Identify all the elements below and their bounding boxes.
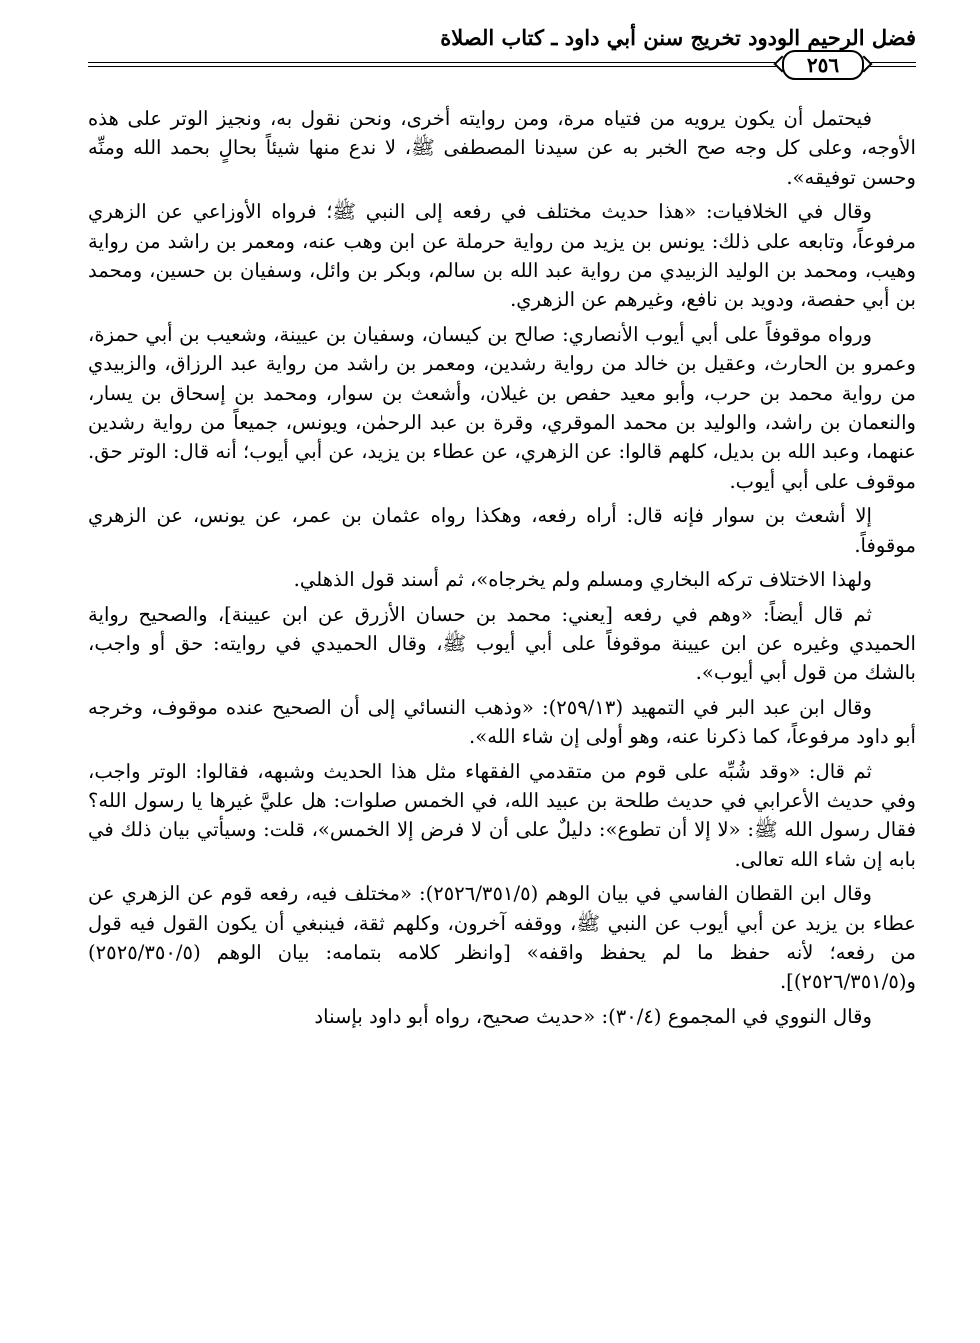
paragraph: ولهذا الاختلاف تركه البخاري ومسلم ولم يخرجاه»، ثم أسند قول الذهلي. <box>293 568 872 592</box>
paragraph: فيحتمل أن يكون يرويه من فتياه مرة، ومن روايته أخرى، ونحن نقول به، ونجيز الوتر على هذه الأوجه، وعلى كل وجه صح الخبر به عن سيدنا المصطفى ﷺ، لا ندع منها شيئاً بحالٍ بحمد الله ومنِّه وحسن توفيقه». <box>88 107 916 189</box>
paragraph: وقال ابن القطان الفاسي في بيان الوهم (٢٥٢٦/٣٥١/٥): «مختلف فيه، رفعه قوم عن الزهري عن عطاء بن يزيد عن أبي أيوب عن النبي ﷺ، ووقفه آخرون، وكلهم ثقة، فينبغي أن يكون القول فيه قول من رفعه؛ لأنه حفظ ما لم يحفظ واقفه» [وانظر كلامه بتمامه: بيان الوهم (٢٥٢٥/٣٥٠/٥) و(٢٥٢٦/٣٥١/٥)]. <box>88 882 916 994</box>
paragraph: ورواه موقوفاً على أبي أيوب الأنصاري: صالح بن كيسان، وسفيان بن عيينة، وشعيب بن أبي حمزة، وعمرو بن الحارث، وعقيل بن خالد من رواية رشدين، ومعمر بن راشد من رواية عبد الرزاق، والزبيدي من رواية محمد بن حرب، وأبو معيد حفص بن غيلان، وأشعث بن سوار، ومحمد بن إسحاق بن يسار، والنعمان بن راشد، والوليد بن محمد الموقري، وقرة بن عبد الرحمٰن، ويونس، جميعاً من رواية رشدين عنهما، وعبد الله بن بديل، كلهم قالوا: عن الزهري، عن عطاء بن يزيد، عن أبي أيوب؛ أنه قال: الوتر حق. موقوف على أبي أيوب. <box>88 322 916 493</box>
running-title: فضل الرحيم الودود تخريج سنن أبي داود ـ كتاب الصلاة <box>440 25 916 50</box>
page-number-badge: ٢٥٦ <box>782 50 864 80</box>
paragraph: إلا أشعث بن سوار فإنه قال: أراه رفعه، وهكذا رواه عثمان بن عمر، عن يونس، عن الزهري موقوفاً. <box>88 504 916 557</box>
paragraph: ثم قال: «وقد شُبِّه على قوم من متقدمي الفقهاء مثل هذا الحديث وشبهه، فقالوا: الوتر واجب، وفي حديث الأعرابي في حديث طلحة بن عبيد الله، في الخمس صلوات: هل عليَّ غيرها يا رسول الله؟ فقال رسول الله ﷺ: «لا إلا أن تطوع»: دليلٌ على أن لا فرض إلا الخمس»، قلت: وسيأتي بيان ذلك في بابه إن شاء الله تعالى. <box>88 759 916 871</box>
paragraph: وقال النووي في المجموع (٣٠/٤): «حديث صحيح، رواه أبو داود بإسناد <box>314 1004 872 1028</box>
paragraph: وقال في الخلافيات: «هذا حديث مختلف في رفعه إلى النبي ﷺ؛ فرواه الأوزاعي عن الزهري مرفوعاً، وتابعه على ذلك: يونس بن يزيد من رواية حرملة عن ابن وهب عنه، ومعمر بن راشد من رواية وهيب، ومحمد بن الوليد الزبيدي من رواية عبد الله بن سالم، وبكر بن وائل، وسفيان بن حسين، ومحمد بن أبي حفصة، ودويد بن نافع، وغيرهم عن الزهري. <box>88 200 916 312</box>
paragraph: وقال ابن عبد البر في التمهيد (٢٥٩/١٣): «وذهب النسائي إلى أن الصحيح عنده موقوف، وخرجه أبو داود مرفوعاً، كما ذكرنا عنه، وهو أولى إن شاء الله». <box>88 695 916 749</box>
page-header <box>88 22 916 84</box>
page-body <box>88 104 916 1036</box>
paragraph: ثم قال أيضاً: «وهم في رفعه [يعني: محمد بن حسان الأزرق عن ابن عيينة]، والصحيح رواية الحميدي وغيره عن ابن عيينة موقوفاً على أبي أيوب ﷺ، وقال الحميدي في روايته: حق أو واجب، بالشك من قول أبي أيوب». <box>88 602 916 685</box>
